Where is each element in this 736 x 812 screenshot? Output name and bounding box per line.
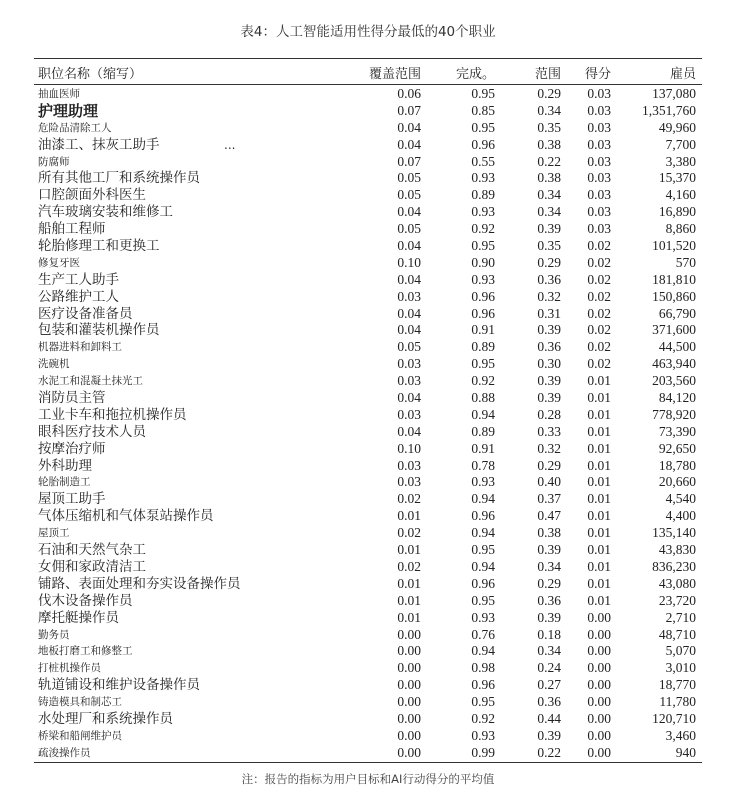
table-row [0, 610, 736, 627]
coverage-cell: 0.02 [397, 558, 421, 574]
coverage-cell: 0.01 [397, 575, 421, 591]
scope-cell: 0.39 [537, 390, 561, 406]
occupation-name: 屋顶工助手 [38, 491, 106, 508]
completion-cell: 0.94 [471, 525, 495, 541]
occupation-name: 修复牙医 [38, 256, 80, 269]
scope-cell: 0.34 [537, 187, 561, 203]
coverage-cell: 0.05 [397, 187, 421, 203]
table-row [0, 221, 736, 238]
score-cell: 0.02 [587, 305, 611, 321]
completion-cell: 0.76 [471, 626, 495, 642]
occupation-name: 机器进料和卸料工 [38, 341, 122, 354]
occupation-name: 打桩机操作员 [38, 662, 101, 675]
table-row [0, 154, 736, 171]
table-row [0, 643, 736, 660]
coverage-cell: 0.05 [397, 170, 421, 186]
table-header-rule [34, 84, 702, 85]
table-body [0, 86, 736, 762]
occupation-name: 汽车玻璃安装和维修工 [38, 204, 173, 221]
occupation-name: 防腐师 [38, 155, 70, 168]
scope-cell: 0.24 [537, 660, 561, 676]
occupation-name: 轮胎制造工 [38, 476, 91, 489]
employees-cell: 1,351,760 [642, 102, 696, 118]
completion-cell: 0.95 [471, 592, 495, 608]
score-cell: 0.00 [587, 710, 611, 726]
occupation-name: 勤务员 [38, 628, 70, 641]
scope-cell: 0.28 [537, 406, 561, 422]
employees-cell: 371,600 [652, 322, 696, 338]
scope-cell: 0.34 [537, 204, 561, 220]
occupation-name: 女佣和家政清洁工 [38, 558, 146, 575]
score-cell: 0.00 [587, 626, 611, 642]
score-cell: 0.03 [587, 170, 611, 186]
coverage-cell: 0.01 [397, 609, 421, 625]
occupation-name: 伐木设备操作员 [38, 592, 133, 609]
score-cell: 0.00 [587, 744, 611, 760]
employees-cell: 463,940 [652, 356, 696, 372]
table-row [0, 711, 736, 728]
employees-cell: 181,810 [652, 271, 696, 287]
employees-cell: 15,370 [658, 170, 696, 186]
occupation-name: 口腔颌面外科医生 [38, 187, 146, 204]
score-cell: 0.01 [587, 491, 611, 507]
score-cell: 0.03 [587, 136, 611, 152]
table-top-rule [34, 58, 702, 59]
occupation-name: 抽血医师 [38, 88, 80, 100]
occupation-name: 工业卡车和拖拉机操作员 [38, 406, 187, 423]
completion-cell: 0.92 [471, 373, 495, 389]
ellipsis-mark: ... [224, 137, 236, 152]
score-cell: 0.03 [587, 187, 611, 203]
occupation-name: 轮胎修理工和更换工 [38, 238, 160, 255]
coverage-cell: 0.07 [397, 153, 421, 169]
scope-cell: 0.18 [537, 626, 561, 642]
completion-cell: 0.99 [471, 744, 495, 760]
employees-cell: 3,380 [665, 153, 696, 169]
table-row [0, 322, 736, 339]
occupation-name: 危险品清除工人 [38, 121, 112, 134]
coverage-cell: 0.07 [397, 102, 421, 118]
coverage-cell: 0.04 [397, 136, 421, 152]
employees-cell: 44,500 [658, 339, 696, 355]
scope-cell: 0.22 [537, 153, 561, 169]
employees-cell: 4,540 [665, 491, 696, 507]
coverage-cell: 0.03 [397, 288, 421, 304]
coverage-cell: 0.03 [397, 406, 421, 422]
score-cell: 0.02 [587, 356, 611, 372]
completion-cell: 0.96 [471, 136, 495, 152]
occupation-name: 桥梁和船闸维护员 [38, 729, 122, 742]
table-row [0, 508, 736, 525]
coverage-cell: 0.04 [397, 322, 421, 338]
completion-cell: 0.78 [471, 457, 495, 473]
scope-cell: 0.34 [537, 558, 561, 574]
score-cell: 0.00 [587, 727, 611, 743]
coverage-cell: 0.03 [397, 373, 421, 389]
score-cell: 0.02 [587, 254, 611, 270]
score-cell: 0.01 [587, 457, 611, 473]
completion-cell: 0.96 [471, 677, 495, 693]
occupation-name: 公路维护工人 [38, 288, 119, 305]
score-cell: 0.01 [587, 474, 611, 490]
score-cell: 0.02 [587, 238, 611, 254]
table-row [0, 491, 736, 508]
employees-cell: 48,710 [658, 626, 696, 642]
employees-cell: 778,920 [652, 406, 696, 422]
completion-cell: 0.98 [471, 660, 495, 676]
completion-cell: 0.95 [471, 119, 495, 135]
table-row [0, 120, 736, 137]
score-cell: 0.03 [587, 221, 611, 237]
employees-cell: 43,830 [658, 542, 696, 558]
completion-cell: 0.91 [471, 440, 495, 456]
employees-cell: 836,230 [652, 558, 696, 574]
employees-cell: 101,520 [652, 238, 696, 254]
occupation-name: 轨道铺设和维护设备操作员 [38, 677, 200, 694]
completion-cell: 0.93 [471, 204, 495, 220]
table-row [0, 137, 736, 154]
occupation-name: 屋顶工 [38, 527, 70, 540]
score-cell: 0.02 [587, 339, 611, 355]
header-score: 得分 [584, 67, 611, 82]
table-row [0, 677, 736, 694]
score-cell: 0.00 [587, 609, 611, 625]
scope-cell: 0.29 [537, 254, 561, 270]
table-row [0, 289, 736, 306]
coverage-cell: 0.00 [397, 643, 421, 659]
table-row [0, 339, 736, 356]
coverage-cell: 0.06 [397, 86, 421, 101]
score-cell: 0.01 [587, 542, 611, 558]
employees-cell: 3,460 [665, 727, 696, 743]
score-cell: 0.01 [587, 558, 611, 574]
completion-cell: 0.96 [471, 305, 495, 321]
scope-cell: 0.29 [537, 575, 561, 591]
employees-cell: 43,080 [658, 575, 696, 591]
table-row [0, 728, 736, 745]
coverage-cell: 0.00 [397, 626, 421, 642]
table-title: 表4：人工智能适用性得分最低的40个职业 [240, 24, 496, 40]
employees-cell: 23,720 [658, 592, 696, 608]
table-row [0, 660, 736, 677]
employees-cell: 4,160 [665, 187, 696, 203]
occupation-name: 地板打磨工和修整工 [38, 645, 133, 658]
scope-cell: 0.32 [537, 440, 561, 456]
completion-cell: 0.88 [471, 390, 495, 406]
completion-cell: 0.55 [471, 153, 495, 169]
scope-cell: 0.47 [537, 508, 561, 524]
occupation-name: 眼科医疗技术人员 [38, 423, 146, 440]
employees-cell: 2,710 [665, 609, 696, 625]
score-cell: 0.00 [587, 643, 611, 659]
coverage-cell: 0.04 [397, 271, 421, 287]
completion-cell: 0.93 [471, 727, 495, 743]
occupation-name: 洗碗机 [38, 358, 70, 371]
occupation-name: 铺路、表面处理和夯实设备操作员 [38, 575, 241, 592]
table-row [0, 187, 736, 204]
score-cell: 0.01 [587, 508, 611, 524]
table-row [0, 745, 736, 762]
completion-cell: 0.94 [471, 643, 495, 659]
occupation-name: 消防员主管 [38, 390, 106, 407]
table-row [0, 593, 736, 610]
employees-cell: 135,140 [652, 525, 696, 541]
employees-cell: 20,660 [658, 474, 696, 490]
header-scope: 范围 [534, 67, 561, 82]
coverage-cell: 0.00 [397, 694, 421, 710]
table-note: 注：报告的指标为用户目标和AI行动得分的平均值 [241, 772, 495, 786]
coverage-cell: 0.05 [397, 339, 421, 355]
scope-cell: 0.36 [537, 694, 561, 710]
completion-cell: 0.93 [471, 170, 495, 186]
score-cell: 0.01 [587, 373, 611, 389]
scope-cell: 0.39 [537, 727, 561, 743]
scope-cell: 0.39 [537, 322, 561, 338]
completion-cell: 0.95 [471, 356, 495, 372]
score-cell: 0.00 [587, 677, 611, 693]
scope-cell: 0.36 [537, 271, 561, 287]
table-row [0, 238, 736, 255]
coverage-cell: 0.03 [397, 474, 421, 490]
coverage-cell: 0.00 [397, 660, 421, 676]
employees-cell: 66,790 [658, 305, 696, 321]
table-row [0, 407, 736, 424]
coverage-cell: 0.04 [397, 390, 421, 406]
scope-cell: 0.39 [537, 542, 561, 558]
scope-cell: 0.38 [537, 525, 561, 541]
occupation-name: 石油和天然气杂工 [38, 542, 146, 559]
completion-cell: 0.96 [471, 575, 495, 591]
occupation-name: 疏浚操作员 [38, 746, 91, 759]
table-row [0, 204, 736, 221]
table-row [0, 441, 736, 458]
completion-cell: 0.93 [471, 271, 495, 287]
scope-cell: 0.31 [537, 305, 561, 321]
table-row [0, 86, 736, 103]
completion-cell: 0.96 [471, 288, 495, 304]
employees-cell: 16,890 [658, 204, 696, 220]
header-completion: 完成。 [455, 67, 495, 82]
table-row [0, 424, 736, 441]
table-row [0, 542, 736, 559]
employees-cell: 84,120 [658, 390, 696, 406]
coverage-cell: 0.01 [397, 592, 421, 608]
employees-cell: 73,390 [658, 423, 696, 439]
header-coverage: 覆盖范围 [368, 67, 421, 82]
employees-cell: 18,780 [658, 457, 696, 473]
occupation-name: 水泥工和混凝土抹光工 [38, 375, 143, 388]
coverage-cell: 0.02 [397, 491, 421, 507]
coverage-cell: 0.10 [397, 254, 421, 270]
coverage-cell: 0.10 [397, 440, 421, 456]
completion-cell: 0.89 [471, 423, 495, 439]
score-cell: 0.01 [587, 406, 611, 422]
employees-cell: 203,560 [652, 373, 696, 389]
employees-cell: 8,860 [665, 221, 696, 237]
completion-cell: 0.94 [471, 406, 495, 422]
coverage-cell: 0.00 [397, 727, 421, 743]
score-cell: 0.01 [587, 525, 611, 541]
score-cell: 0.03 [587, 86, 611, 101]
score-cell: 0.01 [587, 440, 611, 456]
scope-cell: 0.39 [537, 609, 561, 625]
scope-cell: 0.36 [537, 339, 561, 355]
table-row [0, 474, 736, 491]
employees-cell: 11,780 [659, 694, 696, 710]
employees-cell: 120,710 [652, 710, 696, 726]
scope-cell: 0.29 [537, 457, 561, 473]
occupation-name: 水处理厂和系统操作员 [38, 710, 173, 727]
score-cell: 0.02 [587, 271, 611, 287]
scope-cell: 0.30 [537, 356, 561, 372]
occupation-name: 生产工人助手 [38, 271, 119, 288]
score-cell: 0.02 [587, 288, 611, 304]
table-row [0, 170, 736, 187]
coverage-cell: 0.00 [397, 710, 421, 726]
coverage-cell: 0.04 [397, 204, 421, 220]
completion-cell: 0.90 [471, 254, 495, 270]
coverage-cell: 0.03 [397, 457, 421, 473]
employees-cell: 940 [675, 744, 696, 760]
employees-cell: 3,010 [665, 660, 696, 676]
coverage-cell: 0.00 [397, 677, 421, 693]
table-row [0, 390, 736, 407]
completion-cell: 0.94 [471, 558, 495, 574]
occupation-name: 护理助理 [38, 101, 99, 120]
score-cell: 0.01 [587, 423, 611, 439]
score-cell: 0.01 [587, 390, 611, 406]
scope-cell: 0.38 [537, 136, 561, 152]
table-row [0, 525, 736, 542]
score-cell: 0.03 [587, 102, 611, 118]
scope-cell: 0.22 [537, 744, 561, 760]
table-row [0, 559, 736, 576]
table-row [0, 627, 736, 644]
completion-cell: 0.95 [471, 86, 495, 101]
completion-cell: 0.95 [471, 238, 495, 254]
employees-cell: 4,400 [665, 508, 696, 524]
coverage-cell: 0.01 [397, 542, 421, 558]
table-row [0, 576, 736, 593]
coverage-cell: 0.00 [397, 744, 421, 760]
scope-cell: 0.34 [537, 643, 561, 659]
score-cell: 0.03 [587, 153, 611, 169]
completion-cell: 0.89 [471, 339, 495, 355]
occupation-name: 外科助理 [38, 457, 92, 474]
score-cell: 0.01 [587, 575, 611, 591]
completion-cell: 0.95 [471, 542, 495, 558]
coverage-cell: 0.04 [397, 238, 421, 254]
table-row [0, 373, 736, 390]
score-cell: 0.01 [587, 592, 611, 608]
header-name: 职位名称（缩写） [38, 67, 143, 82]
employees-cell: 7,700 [665, 136, 696, 152]
occupation-name: 船舶工程师 [38, 221, 106, 238]
coverage-cell: 0.02 [397, 525, 421, 541]
occupation-name: 铸造模具和制芯工 [38, 696, 122, 709]
completion-cell: 0.92 [471, 710, 495, 726]
scope-cell: 0.32 [537, 288, 561, 304]
occupation-name: 油漆工、抹灰工助手 [38, 136, 160, 153]
completion-cell: 0.93 [471, 609, 495, 625]
score-cell: 0.03 [587, 204, 611, 220]
table-row [0, 103, 736, 120]
table-row [0, 356, 736, 373]
header-employees: 雇员 [669, 67, 696, 82]
completion-cell: 0.94 [471, 491, 495, 507]
table-bottom-rule [34, 762, 702, 763]
scope-cell: 0.37 [537, 491, 561, 507]
coverage-cell: 0.01 [397, 508, 421, 524]
scope-cell: 0.27 [537, 677, 561, 693]
coverage-cell: 0.04 [397, 423, 421, 439]
scope-cell: 0.36 [537, 592, 561, 608]
occupation-name: 气体压缩机和气体泵站操作员 [38, 508, 214, 525]
scope-cell: 0.39 [537, 221, 561, 237]
completion-cell: 0.85 [471, 102, 495, 118]
table-row [0, 255, 736, 272]
occupation-name: 包装和灌装机操作员 [38, 322, 160, 339]
coverage-cell: 0.04 [397, 305, 421, 321]
scope-cell: 0.39 [537, 373, 561, 389]
score-cell: 0.02 [587, 322, 611, 338]
occupation-name: 摩托艇操作员 [38, 609, 119, 626]
score-cell: 0.03 [587, 119, 611, 135]
completion-cell: 0.93 [471, 474, 495, 490]
score-cell: 0.00 [587, 694, 611, 710]
scope-cell: 0.35 [537, 238, 561, 254]
employees-cell: 137,080 [652, 86, 696, 101]
scope-cell: 0.34 [537, 102, 561, 118]
table-row [0, 694, 736, 711]
employees-cell: 150,860 [652, 288, 696, 304]
coverage-cell: 0.05 [397, 221, 421, 237]
scope-cell: 0.33 [537, 423, 561, 439]
occupation-name: 医疗设备准备员 [38, 305, 133, 322]
occupation-name: 按摩治疗师 [38, 440, 106, 457]
occupation-name: 所有其他工厂和系统操作员 [38, 170, 200, 187]
scope-cell: 0.29 [537, 86, 561, 101]
completion-cell: 0.89 [471, 187, 495, 203]
scope-cell: 0.38 [537, 170, 561, 186]
employees-cell: 570 [675, 254, 696, 270]
table-row [0, 272, 736, 289]
employees-cell: 5,070 [665, 643, 696, 659]
score-cell: 0.00 [587, 660, 611, 676]
table-row [0, 306, 736, 323]
scope-cell: 0.35 [537, 119, 561, 135]
scope-cell: 0.44 [537, 710, 561, 726]
completion-cell: 0.92 [471, 221, 495, 237]
employees-cell: 18,770 [658, 677, 696, 693]
table-row [0, 458, 736, 475]
scope-cell: 0.40 [537, 474, 561, 490]
employees-cell: 49,960 [658, 119, 696, 135]
coverage-cell: 0.04 [397, 119, 421, 135]
coverage-cell: 0.03 [397, 356, 421, 372]
employees-cell: 92,650 [658, 440, 696, 456]
completion-cell: 0.95 [471, 694, 495, 710]
completion-cell: 0.91 [471, 322, 495, 338]
completion-cell: 0.96 [471, 508, 495, 524]
